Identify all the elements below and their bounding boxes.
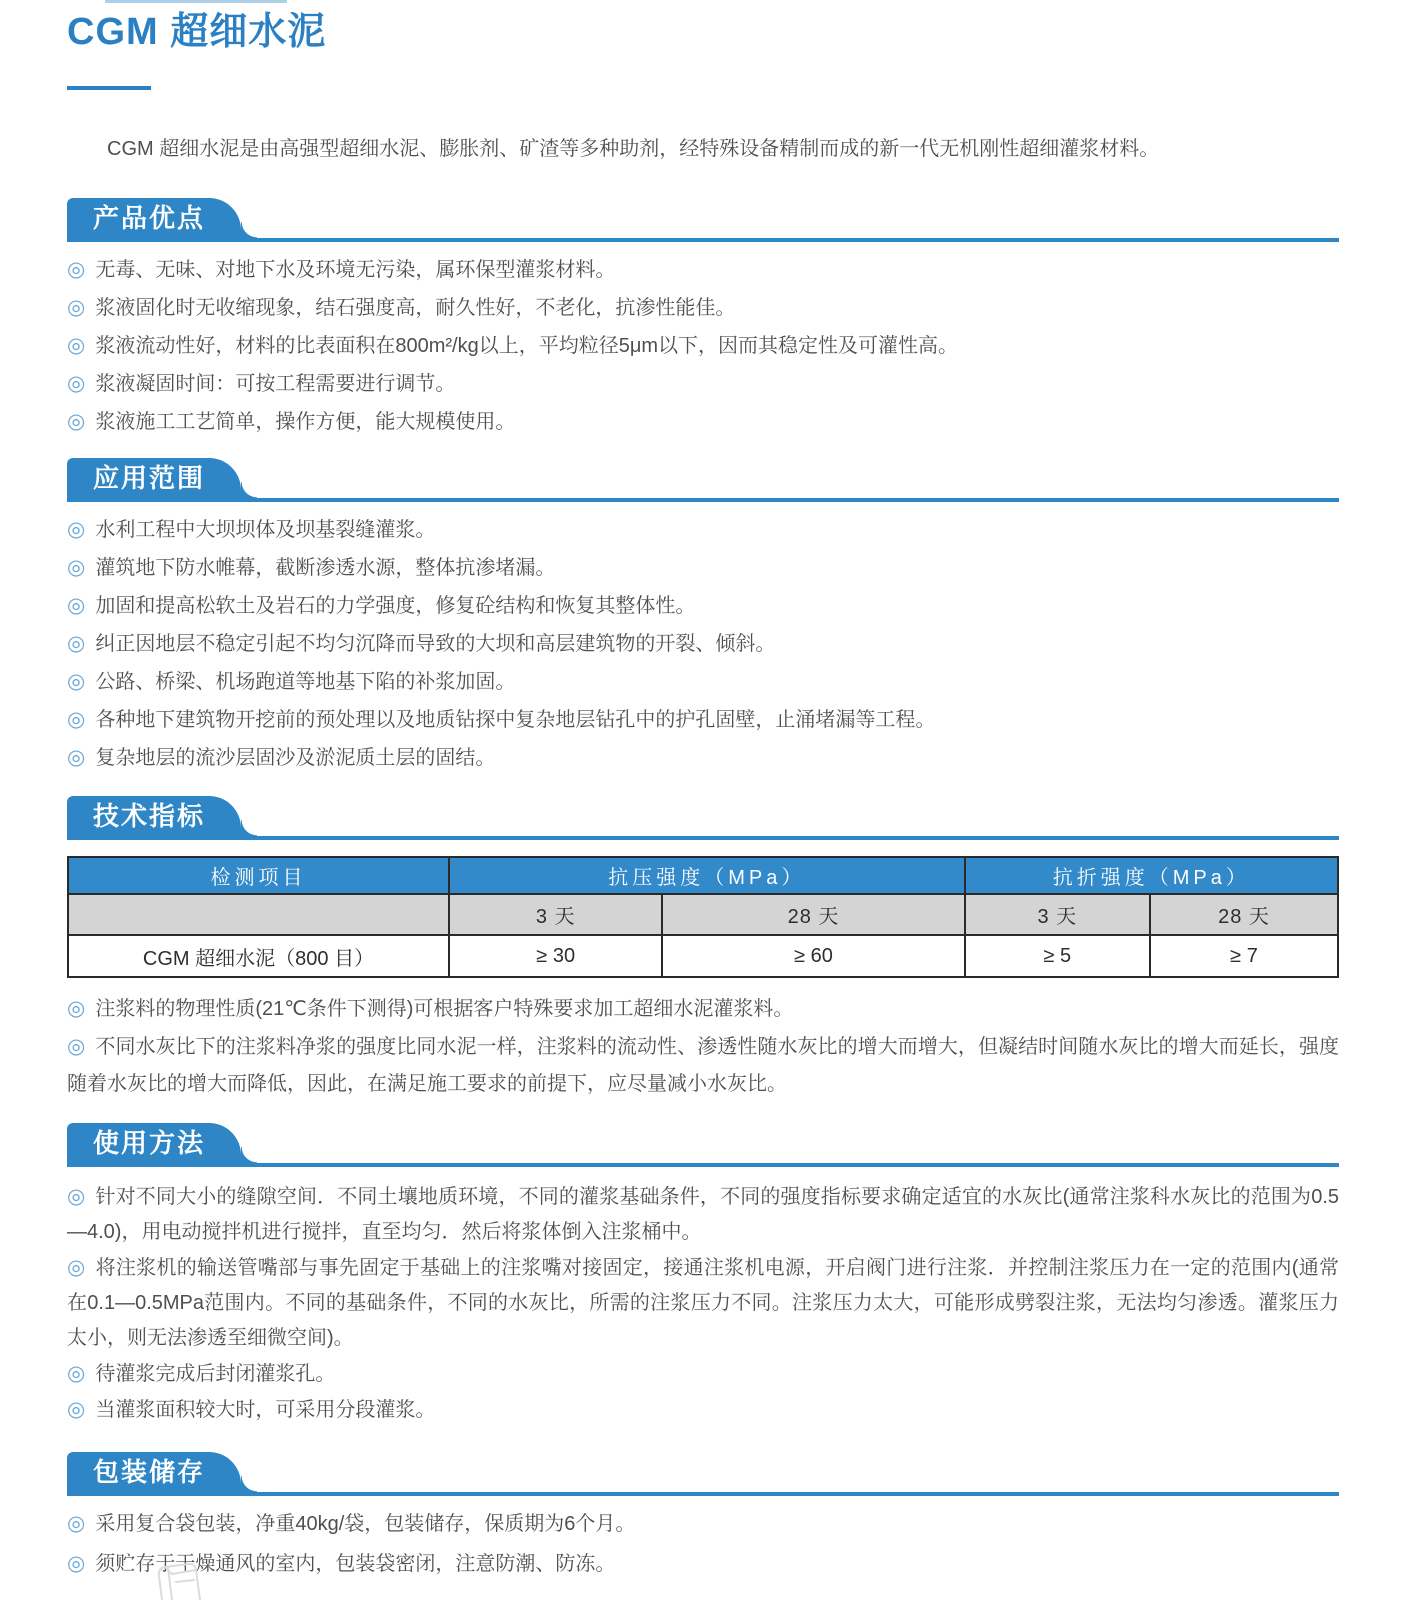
section-usage <box>67 1123 1339 1428</box>
bullet-text: 浆液固化时无收缩现象，结石强度高，耐久性好，不老化，抗渗性能佳。 <box>95 297 736 319</box>
table-header-compressive: 抗压强度（MPa） <box>449 857 965 894</box>
storage-list <box>67 1510 1339 1578</box>
section-header-applications <box>67 458 1339 502</box>
section-underline <box>67 836 1339 840</box>
bullet-text: 当灌浆面积较大时，可采用分段灌浆。 <box>95 1399 436 1421</box>
section-header-usage <box>67 1123 1339 1167</box>
bullet-icon: ◎ <box>67 632 86 655</box>
intro-paragraph: CGM 超细水泥是由高强型超细水泥、膨胀剂、矿渣等多种助剂，经特殊设备精制而成的新一代无机刚性超细灌浆材料。 <box>107 138 1160 160</box>
bullet-icon: ◎ <box>67 1256 86 1279</box>
bullet-text: 公路、桥梁、机场跑道等地基下陷的补浆加固。 <box>95 671 516 693</box>
bullet-icon: ◎ <box>67 1398 86 1421</box>
bullet-text: 浆液流动性好，材料的比表面积在800m²/kg以上，平均粒径5μm以下，因而其稳定性及可灌性高。 <box>95 335 959 357</box>
bullet-icon: ◎ <box>67 1035 86 1058</box>
table-row <box>68 935 1338 977</box>
section-applications <box>67 458 1339 772</box>
bullet-text: 待灌浆完成后封闭灌浆孔。 <box>95 1363 336 1385</box>
title-underline <box>67 86 151 90</box>
list-item <box>67 1356 1339 1392</box>
list-item <box>67 1028 1339 1103</box>
table-subheader-cell: 28 天 <box>662 894 964 935</box>
table-cell-value: ≥ 5 <box>965 935 1150 977</box>
usage-list <box>67 1179 1339 1428</box>
section-heading-specs: 技术指标 <box>93 801 206 831</box>
list-item <box>67 294 1339 322</box>
bullet-icon: ◎ <box>67 594 86 617</box>
list-item <box>67 408 1339 436</box>
list-item <box>67 554 1339 582</box>
table-cell-value: ≥ 60 <box>662 935 964 977</box>
bullet-icon: ◎ <box>67 372 86 395</box>
section-header-advantages <box>67 198 1339 242</box>
bullet-icon: ◎ <box>67 670 86 693</box>
list-item <box>67 1179 1339 1250</box>
section-header-storage <box>67 1452 1339 1496</box>
table-header-flexural: 抗折强度（MPa） <box>965 857 1338 894</box>
table-cell-value: ≥ 30 <box>449 935 662 977</box>
list-item <box>67 256 1339 284</box>
table-subheader-cell: 3 天 <box>965 894 1150 935</box>
bullet-text: 须贮存于干燥通风的室内，包装袋密闭，注意防潮、防冻。 <box>95 1553 616 1575</box>
section-underline <box>67 1492 1339 1496</box>
bullet-icon: ◎ <box>67 1362 86 1385</box>
list-item <box>67 332 1339 360</box>
list-item <box>67 370 1339 398</box>
spec-table <box>67 856 1339 978</box>
bullet-icon: ◎ <box>67 296 86 319</box>
list-item <box>67 516 1339 544</box>
table-subheader-cell <box>68 894 449 935</box>
bullet-text: 不同水灰比下的注浆料净浆的强度比同水泥一样，注浆料的流动性、渗透性随水灰比的增大而增大，但凝结时间随水灰比的增大而延长，强度随着水灰比的增大而降低，因此，在满足施工要求的前提下，应尽量减小水灰比。 <box>67 1036 1340 1095</box>
bullet-icon: ◎ <box>67 1512 86 1535</box>
list-item <box>67 630 1339 658</box>
bullet-text: 复杂地层的流沙层固沙及淤泥质土层的固结。 <box>95 747 496 769</box>
bullet-icon: ◎ <box>67 410 86 433</box>
bullet-icon: ◎ <box>67 1185 86 1208</box>
bullet-text: 针对不同大小的缝隙空间．不同土壤地质环境，不同的灌浆基础条件，不同的强度指标要求确定适宜的水灰比(通常注浆科水灰比的范围为0.5—4.0)，用电动搅拌机进行搅拌，直至均匀．然后将浆体倒入注浆桶中。 <box>67 1186 1340 1243</box>
list-item <box>67 668 1339 696</box>
specs-notes-list <box>67 990 1339 1103</box>
bullet-icon: ◎ <box>67 258 86 281</box>
bullet-text: 水利工程中大坝坝体及坝基裂缝灌浆。 <box>95 519 436 541</box>
bullet-text: 纠正因地层不稳定引起不均匀沉降而导致的大坝和高层建筑物的开裂、倾斜。 <box>95 633 776 655</box>
table-cell-value: ≥ 7 <box>1150 935 1338 977</box>
section-storage <box>67 1452 1339 1578</box>
section-tab <box>67 1452 241 1492</box>
section-heading-usage: 使用方法 <box>93 1128 206 1158</box>
section-specs <box>67 796 1339 1103</box>
section-tab <box>67 1123 241 1163</box>
section-underline <box>67 498 1339 502</box>
bullet-text: 注浆料的物理性质(21℃条件下测得)可根据客户特殊要求加工超细水泥灌浆料。 <box>95 998 794 1020</box>
table-subheader-row <box>68 894 1338 935</box>
list-item <box>67 1550 1339 1578</box>
table-header-row <box>68 857 1338 894</box>
bullet-text: 各种地下建筑物开挖前的预处理以及地质钻探中复杂地层钻孔中的护孔固壁，止涌堵漏等工程。 <box>95 709 936 731</box>
list-item <box>67 1510 1339 1538</box>
section-tab <box>67 796 241 836</box>
section-advantages <box>67 198 1339 436</box>
bullet-text: 加固和提高松软土及岩石的力学强度，修复砼结构和恢复其整体性。 <box>95 595 696 617</box>
list-item <box>67 990 1339 1028</box>
applications-list <box>67 516 1339 772</box>
list-item <box>67 1250 1339 1356</box>
bullet-text: 浆液凝固时间：可按工程需要进行调节。 <box>95 373 456 395</box>
section-underline <box>67 238 1339 242</box>
bullet-icon: ◎ <box>67 556 86 579</box>
bullet-text: 灌筑地下防水帷幕，截断渗透水源，整体抗渗堵漏。 <box>95 557 556 579</box>
bullet-text: 将注浆机的输送管嘴部与事先固定于基础上的注浆嘴对接固定，接通注浆机电源，开启阀门进行注浆．并控制注浆压力在一定的范围内(通常在0.1—0.5MPa范围内。不同的基础条件，不同的水灰比，所需的注浆压力不同。注浆压力太大，可能形成劈裂注浆，无法均匀渗透。灌浆压力太小，则无法渗透至细微空间)。 <box>67 1257 1339 1349</box>
bullet-icon: ◎ <box>67 1552 86 1575</box>
package-bag-sketch-icon <box>148 1562 220 1600</box>
bullet-text: 浆液施工工艺简单，操作方便，能大规模使用。 <box>95 411 516 433</box>
section-heading-applications: 应用范围 <box>93 463 206 493</box>
section-header-specs <box>67 796 1339 840</box>
section-tab <box>67 198 241 238</box>
list-item <box>67 744 1339 772</box>
advantages-list <box>67 256 1339 436</box>
table-subheader-cell: 28 天 <box>1150 894 1338 935</box>
table-subheader-cell: 3 天 <box>449 894 662 935</box>
bullet-icon: ◎ <box>67 746 86 769</box>
bullet-icon: ◎ <box>67 518 86 541</box>
bullet-text: 无毒、无味、对地下水及环境无污染，属环保型灌浆材料。 <box>95 259 616 281</box>
page-title: CGM 超细水泥 <box>67 11 327 53</box>
bullet-icon: ◎ <box>67 334 86 357</box>
section-underline <box>67 1163 1339 1167</box>
list-item <box>67 592 1339 620</box>
cutoff-graphic-top <box>105 0 287 3</box>
section-heading-storage: 包装储存 <box>93 1457 206 1487</box>
table-header-item: 检测项目 <box>68 857 449 894</box>
list-item <box>67 1392 1339 1428</box>
bullet-icon: ◎ <box>67 997 86 1020</box>
section-tab <box>67 458 241 498</box>
bullet-text: 采用复合袋包装，净重40kg/袋，包装储存，保质期为6个月。 <box>95 1513 636 1535</box>
table-cell-product: CGM 超细水泥（800 目） <box>68 935 449 977</box>
section-heading-advantages: 产品优点 <box>93 203 206 233</box>
list-item <box>67 706 1339 734</box>
bullet-icon: ◎ <box>67 708 86 731</box>
